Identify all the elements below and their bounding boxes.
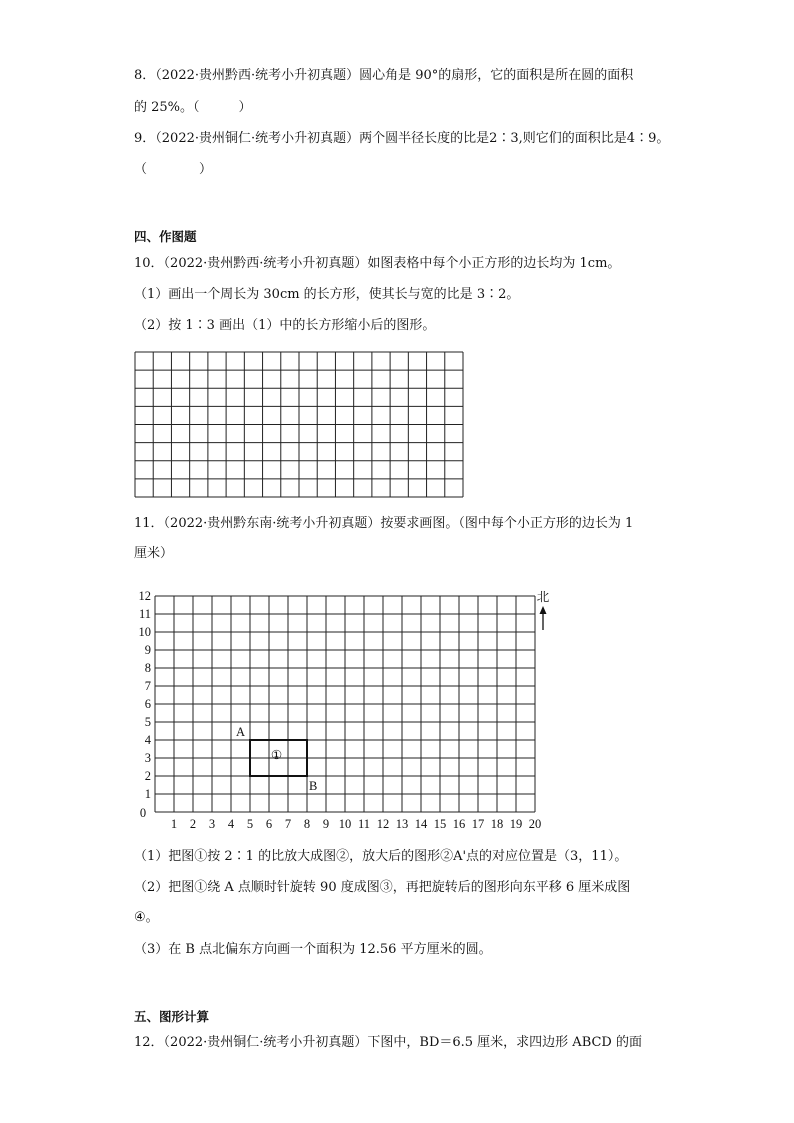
x-tick-label: 4 <box>227 817 235 831</box>
q9-line1: 9．（2022·贵州铜仁·统考小升初真题）两个圆半径长度的比是2∶3,则它们的面积比是4∶9。 <box>134 131 670 146</box>
y-tick-label: 4 <box>144 733 151 747</box>
x-tick-label: 16 <box>452 817 466 831</box>
q8-line2: 的 25%。（ ） <box>134 100 252 115</box>
q10-part2: （2）按 1∶3 画出（1）中的长方形缩小后的图形。 <box>134 318 436 333</box>
y-tick-label: 8 <box>144 661 151 675</box>
x-tick-label: 10 <box>338 817 352 831</box>
north-label: 北 <box>536 589 550 604</box>
x-tick-label: 12 <box>376 817 390 831</box>
y-tick-label: 2 <box>144 769 151 783</box>
x-tick-label: 1 <box>170 817 178 831</box>
x-tick-label: 6 <box>265 817 273 831</box>
y-tick-label: 11 <box>138 607 151 621</box>
x-tick-label: 0 <box>139 806 147 820</box>
y-tick-label: 12 <box>138 589 151 603</box>
x-tick-label: 13 <box>395 817 409 831</box>
y-tick-label: 9 <box>144 643 151 657</box>
y-tick-label: 10 <box>138 625 151 639</box>
q11-stem-line2: 厘米） <box>134 546 174 561</box>
y-tick-label: 7 <box>144 679 151 693</box>
x-tick-label: 7 <box>284 817 292 831</box>
q12-stem: 12．（2022·贵州铜仁·统考小升初真题）下图中，BD＝6.5 厘米，求四边形 ABCD 的面 <box>134 1035 642 1050</box>
x-tick-label: 20 <box>528 817 542 831</box>
q10-part1: （1）画出一个周长为 30cm 的长方形，使其长与宽的比是 3∶2。 <box>134 287 520 302</box>
q10-stem: 10．（2022·贵州黔西·统考小升初真题）如图表格中每个小正方形的边长均为 1cm。 <box>134 256 621 271</box>
y-tick-label: 3 <box>144 751 151 765</box>
x-tick-label: 18 <box>490 817 504 831</box>
q11-part2-line1: （2）把图①绕 A 点顺时针旋转 90 度成图③，再把旋转后的图形向东平移 6 厘米成图 <box>134 880 631 895</box>
x-tick-label: 17 <box>471 817 485 831</box>
q8-line1: 8．（2022·贵州黔西·统考小升初真题）圆心角是 90°的扇形，它的面积是所在圆的面积 <box>134 68 634 83</box>
x-tick-label: 11 <box>357 817 371 831</box>
x-tick-label: 8 <box>303 817 311 831</box>
x-tick-label: 14 <box>414 817 428 831</box>
q11-part2-line2: ④。 <box>134 910 159 925</box>
x-tick-label: 15 <box>433 817 447 831</box>
figure-1-label: ① <box>270 747 283 762</box>
y-tick-label: 6 <box>144 697 151 711</box>
q11-part3: （3）在 B 点北偏东方向画一个面积为 12.56 平方厘米的圆。 <box>134 942 492 957</box>
point-a-label: A <box>236 725 246 739</box>
y-tick-label: 5 <box>144 715 151 729</box>
point-b-label: B <box>309 779 318 793</box>
q11-part1: （1）把图①按 2∶1 的比放大成图②，放大后的图形②A'点的对应位置是（3，11）。 <box>134 849 628 864</box>
x-tick-label: 2 <box>189 817 197 831</box>
north-arrow-icon <box>540 606 547 630</box>
section5-title: 五、图形计算 <box>134 1009 210 1024</box>
q9-line2: （ ） <box>134 162 213 177</box>
q11-stem-line1: 11．（2022·贵州黔东南·统考小升初真题）按要求画图。（图中每个小正方形的边长为 1 <box>134 516 634 531</box>
section4-title: 四、作图题 <box>134 229 197 244</box>
x-tick-label: 19 <box>509 817 523 831</box>
x-tick-label: 9 <box>322 817 330 831</box>
x-tick-label: 5 <box>246 817 254 831</box>
x-tick-label: 3 <box>208 817 216 831</box>
y-tick-label: 1 <box>144 787 151 801</box>
